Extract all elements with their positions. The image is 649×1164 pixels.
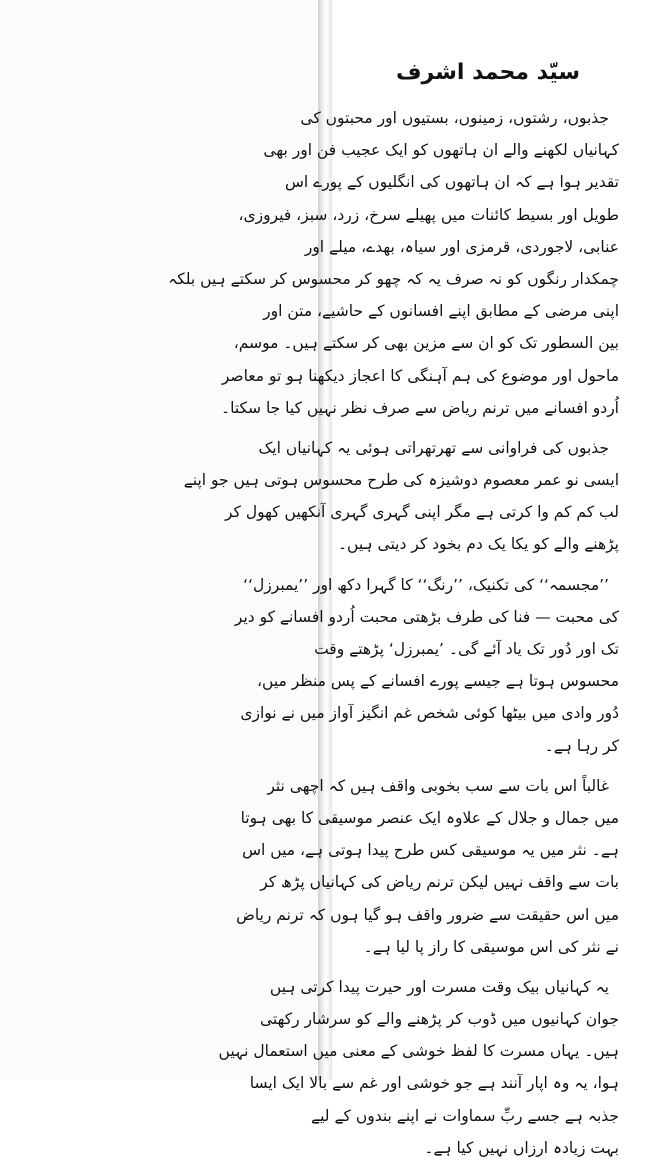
- text-line: چمکدار رنگوں کو نہ صرف یہ کہ چھو کر محسوس کر سکتے ہیں بلکہ: [168, 269, 619, 288]
- text-line: ایسی نو عمر معصوم دوشیزہ کی طرح محسوس ہوتی ہیں جو اپنے: [183, 471, 619, 490]
- text-line: میں جمال و جلال کے علاوہ ایک عنصر موسیقی کا بھی ہوتا: [240, 808, 619, 827]
- text-line: ہیں۔ یہاں مسرت کا لفظ خوشی کے معنی میں استعمال نہیں: [218, 1042, 619, 1061]
- text-line: نے نثر کی اس موسیقی کا راز پا لیا ہے۔: [363, 937, 619, 956]
- body-text: [168, 102, 619, 1164]
- text-line: کی محبت — فنا کی طرف بڑھتی محبت اُردو افسانے کو دیر: [234, 607, 619, 626]
- right-text-page: [168, 0, 649, 1157]
- author-name: سیّد محمد اشرف: [396, 60, 580, 85]
- text-line: تک اور دُور تک یاد آئے گی۔ ’یمبرزل‘ پڑھتے وقت: [314, 640, 619, 658]
- paragraph: [234, 569, 619, 762]
- text-line: میں اس حقیقت سے ضرور واقف ہو گیا ہوں کہ ترنم ریاض: [236, 905, 619, 924]
- text-line: جذبوں، رشتوں، زمینوں، بستیوں اور محبتوں کی: [300, 109, 609, 127]
- text-line: کہانیاں لکھنے والے ان ہاتھوں کو ایک عجیب فن اور بھی: [263, 141, 619, 160]
- text-line: لب کم کم وا کرتی ہے مگر اپنی گہری گہری آنکھیں کھول کر: [224, 503, 619, 522]
- text-line: دُور وادی میں بیٹھا کوئی شخص غم انگیز آواز میں نے نوازی: [240, 704, 619, 723]
- text-line: ہوا، یہ وہ اپار آنند ہے جو خوشی اور غم سے بالا ایک ایسا: [249, 1074, 619, 1093]
- text-line: طویل اور بسیط کائنات میں پھیلے سرخ، زرد، سبز، فیروزی،: [238, 205, 619, 224]
- text-line: جوان کہانیوں میں ڈوب کر پڑھنے والے کو سرشار رکھتی: [260, 1010, 619, 1029]
- text-line: کر رہا ہے۔: [544, 736, 619, 755]
- text-line: غالباً اس بات سے سب بخوبی واقف ہیں کہ اچھی نثر: [267, 776, 609, 795]
- paragraph: [236, 770, 619, 963]
- text-line: اُردو افسانے میں ترنم ریاض سے صرف نظر نہیں کیا جا سکتا۔: [221, 398, 619, 417]
- text-line: یہ کہانیاں بیک وقت مسرت اور حیرت پیدا کرتی ہیں: [269, 977, 609, 996]
- text-line: ہے۔ نثر میں یہ موسیقی کس طرح پیدا ہوتی ہے، میں اس: [242, 841, 619, 860]
- text-line: ’’مجسمہ‘‘ کی تکنیک، ’’رنگ‘‘ کا گہرا دکھ اور ’’یمبرزل‘‘: [243, 575, 609, 594]
- text-line: عنابی، لاجوردی، قرمزی اور سیاہ، بھدے، میلے اور: [304, 237, 619, 256]
- text-line: محسوس ہوتا ہے جیسے پورے افسانے کے پس منظر میں،: [257, 672, 619, 691]
- page-content: [168, 58, 619, 1164]
- text-line: اپنی مرضی کے مطابق اپنے افسانوں کے حاشیے، متن اور: [263, 302, 619, 321]
- text-line: تقدیر ہوا ہے کہ ان ہاتھوں کی انگلیوں کے پورے اس: [284, 173, 619, 192]
- text-line: ماحول اور موضوع کی ہم آہنگی کا اعجاز دیکھنا ہو تو معاصر: [221, 366, 619, 385]
- text-line: بین السطور تک کو ان سے مزین بھی کر سکتے ہیں۔ موسم،: [233, 334, 619, 353]
- paragraph: [183, 432, 619, 561]
- paragraph: [218, 971, 619, 1164]
- text-line: جذبوں کی فراوانی سے تھرتھراتی ہوئی یہ کہانیاں ایک: [258, 438, 609, 457]
- text-line: جذبہ ہے جسے ربِّ سماوات نے اپنے بندوں کے لیے: [311, 1106, 619, 1125]
- paragraph: [168, 102, 619, 424]
- text-line: بہت زیادہ ارزاں نہیں کیا ہے۔: [424, 1138, 619, 1157]
- text-line: پڑھنے والے کو یکا یک دم بخود کر دیتی ہیں۔: [337, 535, 619, 554]
- text-line: بات سے واقف نہیں لیکن ترنم ریاض کی کہانیاں پڑھ کر: [260, 873, 619, 892]
